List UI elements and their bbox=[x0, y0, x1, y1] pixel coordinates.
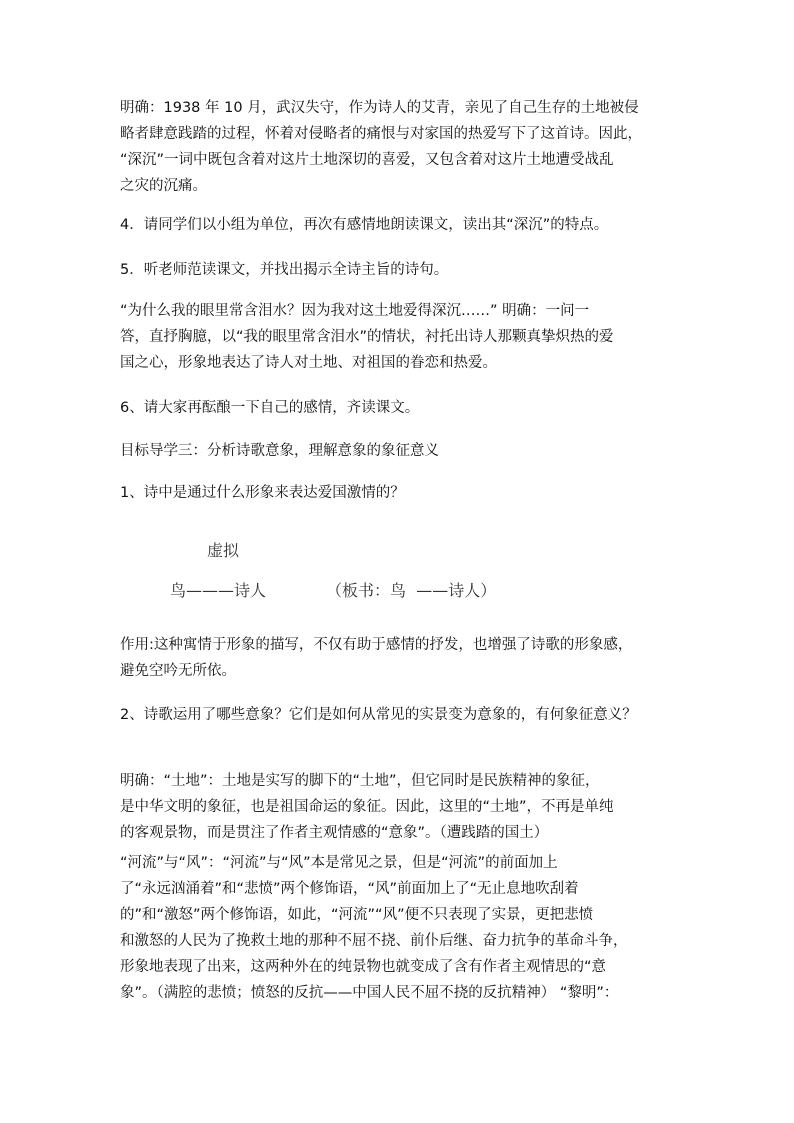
text-line: 略者肆意践踏的过程，怀着对侵略者的痛恨与对家国的热爱写下了这首诗。因此， bbox=[120, 126, 642, 142]
text-line: 作用:这种寓情于形象的描写，不仅有助于感情的抒发，也增强了诗歌的形象感， bbox=[120, 637, 633, 653]
text-line: 2、诗歌运用了哪些意象？它们是如何从常见的实景变为意象的，有何象征意义？ bbox=[120, 707, 637, 723]
text-line: 象”。（满腔的悲愤；愤怒的反抗——中国人民不屈不挠的反抗精神） “黎明”： bbox=[120, 985, 619, 1001]
paragraph-step-6 bbox=[120, 395, 686, 421]
text-line: 避免空吟无所依。 bbox=[120, 663, 236, 679]
text-line: 的客观景物，而是贯注了作者主观情感的“意象”。（遭践踏的国土） bbox=[120, 825, 549, 841]
text-line: 和激怒的人民为了挽救土地的那种不屈不挠、前仆后继、奋力抗争的革命斗争， bbox=[120, 933, 628, 949]
text-line: 明确：1938 年 10 月，武汉失守，作为诗人的艾青，亲见了自己生存的土地被侵 bbox=[120, 100, 639, 116]
text-line: 国之心，形象地表达了诗人对土地、对祖国的眷恋和热爱。 bbox=[120, 355, 497, 371]
text-line: 之灾的沉痛。 bbox=[120, 178, 207, 194]
question-1 bbox=[120, 480, 686, 506]
paragraph-river-wind-imagery bbox=[120, 850, 686, 1006]
diagram-label-virtual: 虚拟 bbox=[207, 541, 240, 560]
text-line: “深沉”一词中既包含着对这片土地深切的喜爱，又包含着对这片土地遭受战乱 bbox=[120, 152, 614, 168]
text-line: “为什么我的眼里常含泪水？因为我对这土地爱得深沉……” 明确：一问一 bbox=[120, 303, 590, 319]
paragraph-function bbox=[120, 632, 686, 684]
text-line: 4．请同学们以小组为单位，再次有感情地朗读课文，读出其“深沉”的特点。 bbox=[120, 217, 609, 233]
paragraph-land-imagery bbox=[120, 768, 686, 846]
section-heading-goal-3 bbox=[120, 438, 686, 464]
paragraph-answer-background bbox=[120, 95, 686, 199]
text-line: 了“永远汹涌着”和“悲愤”两个修饰语，“风”前面加上了“无止息地吹刮着 bbox=[120, 881, 579, 897]
paragraph-step-5 bbox=[120, 257, 686, 283]
diagram-left: 鸟———诗人 bbox=[170, 581, 267, 600]
text-line: 是中华文明的象征，也是祖国命运的象征。因此，这里的“土地”，不再是单纯 bbox=[120, 799, 614, 815]
diagram-board-note: （板书：鸟 ——诗人） bbox=[326, 581, 497, 600]
paragraph-theme-line bbox=[120, 298, 686, 376]
text-line: 形象地表现了出来，这两种外在的纯景物也就变成了含有作者主观情思的“意 bbox=[120, 959, 607, 975]
text-line: 答，直抒胸臆，以“我的眼里常含泪水”的情状，衬托出诗人那颗真挚炽热的爱 bbox=[120, 329, 614, 345]
text-line: “河流”与“风”：“河流”与“风”本是常见之景，但是“河流”的前面加上 bbox=[120, 855, 558, 871]
question-2 bbox=[120, 702, 686, 728]
text-line: 5．听老师范读课文，并找出揭示全诗主旨的诗句。 bbox=[120, 262, 449, 278]
diagram-bird-poet bbox=[170, 580, 496, 602]
text-line: 目标导学三：分析诗歌意象，理解意象的象征意义 bbox=[120, 443, 439, 459]
paragraph-step-4 bbox=[120, 212, 686, 238]
text-line: 明确：“土地”：土地是实写的脚下的“土地”，但它同时是民族精神的象征， bbox=[120, 773, 600, 789]
text-line: 1、诗中是通过什么形象来表达爱国激情的？ bbox=[120, 485, 405, 501]
text-line: 6、请大家再酝酿一下自己的感情，齐读课文。 bbox=[120, 400, 420, 416]
text-line: 的”和“激怒”两个修饰语，如此，“河流”“风”便不只表现了实景，更把悲愤 bbox=[120, 907, 594, 923]
